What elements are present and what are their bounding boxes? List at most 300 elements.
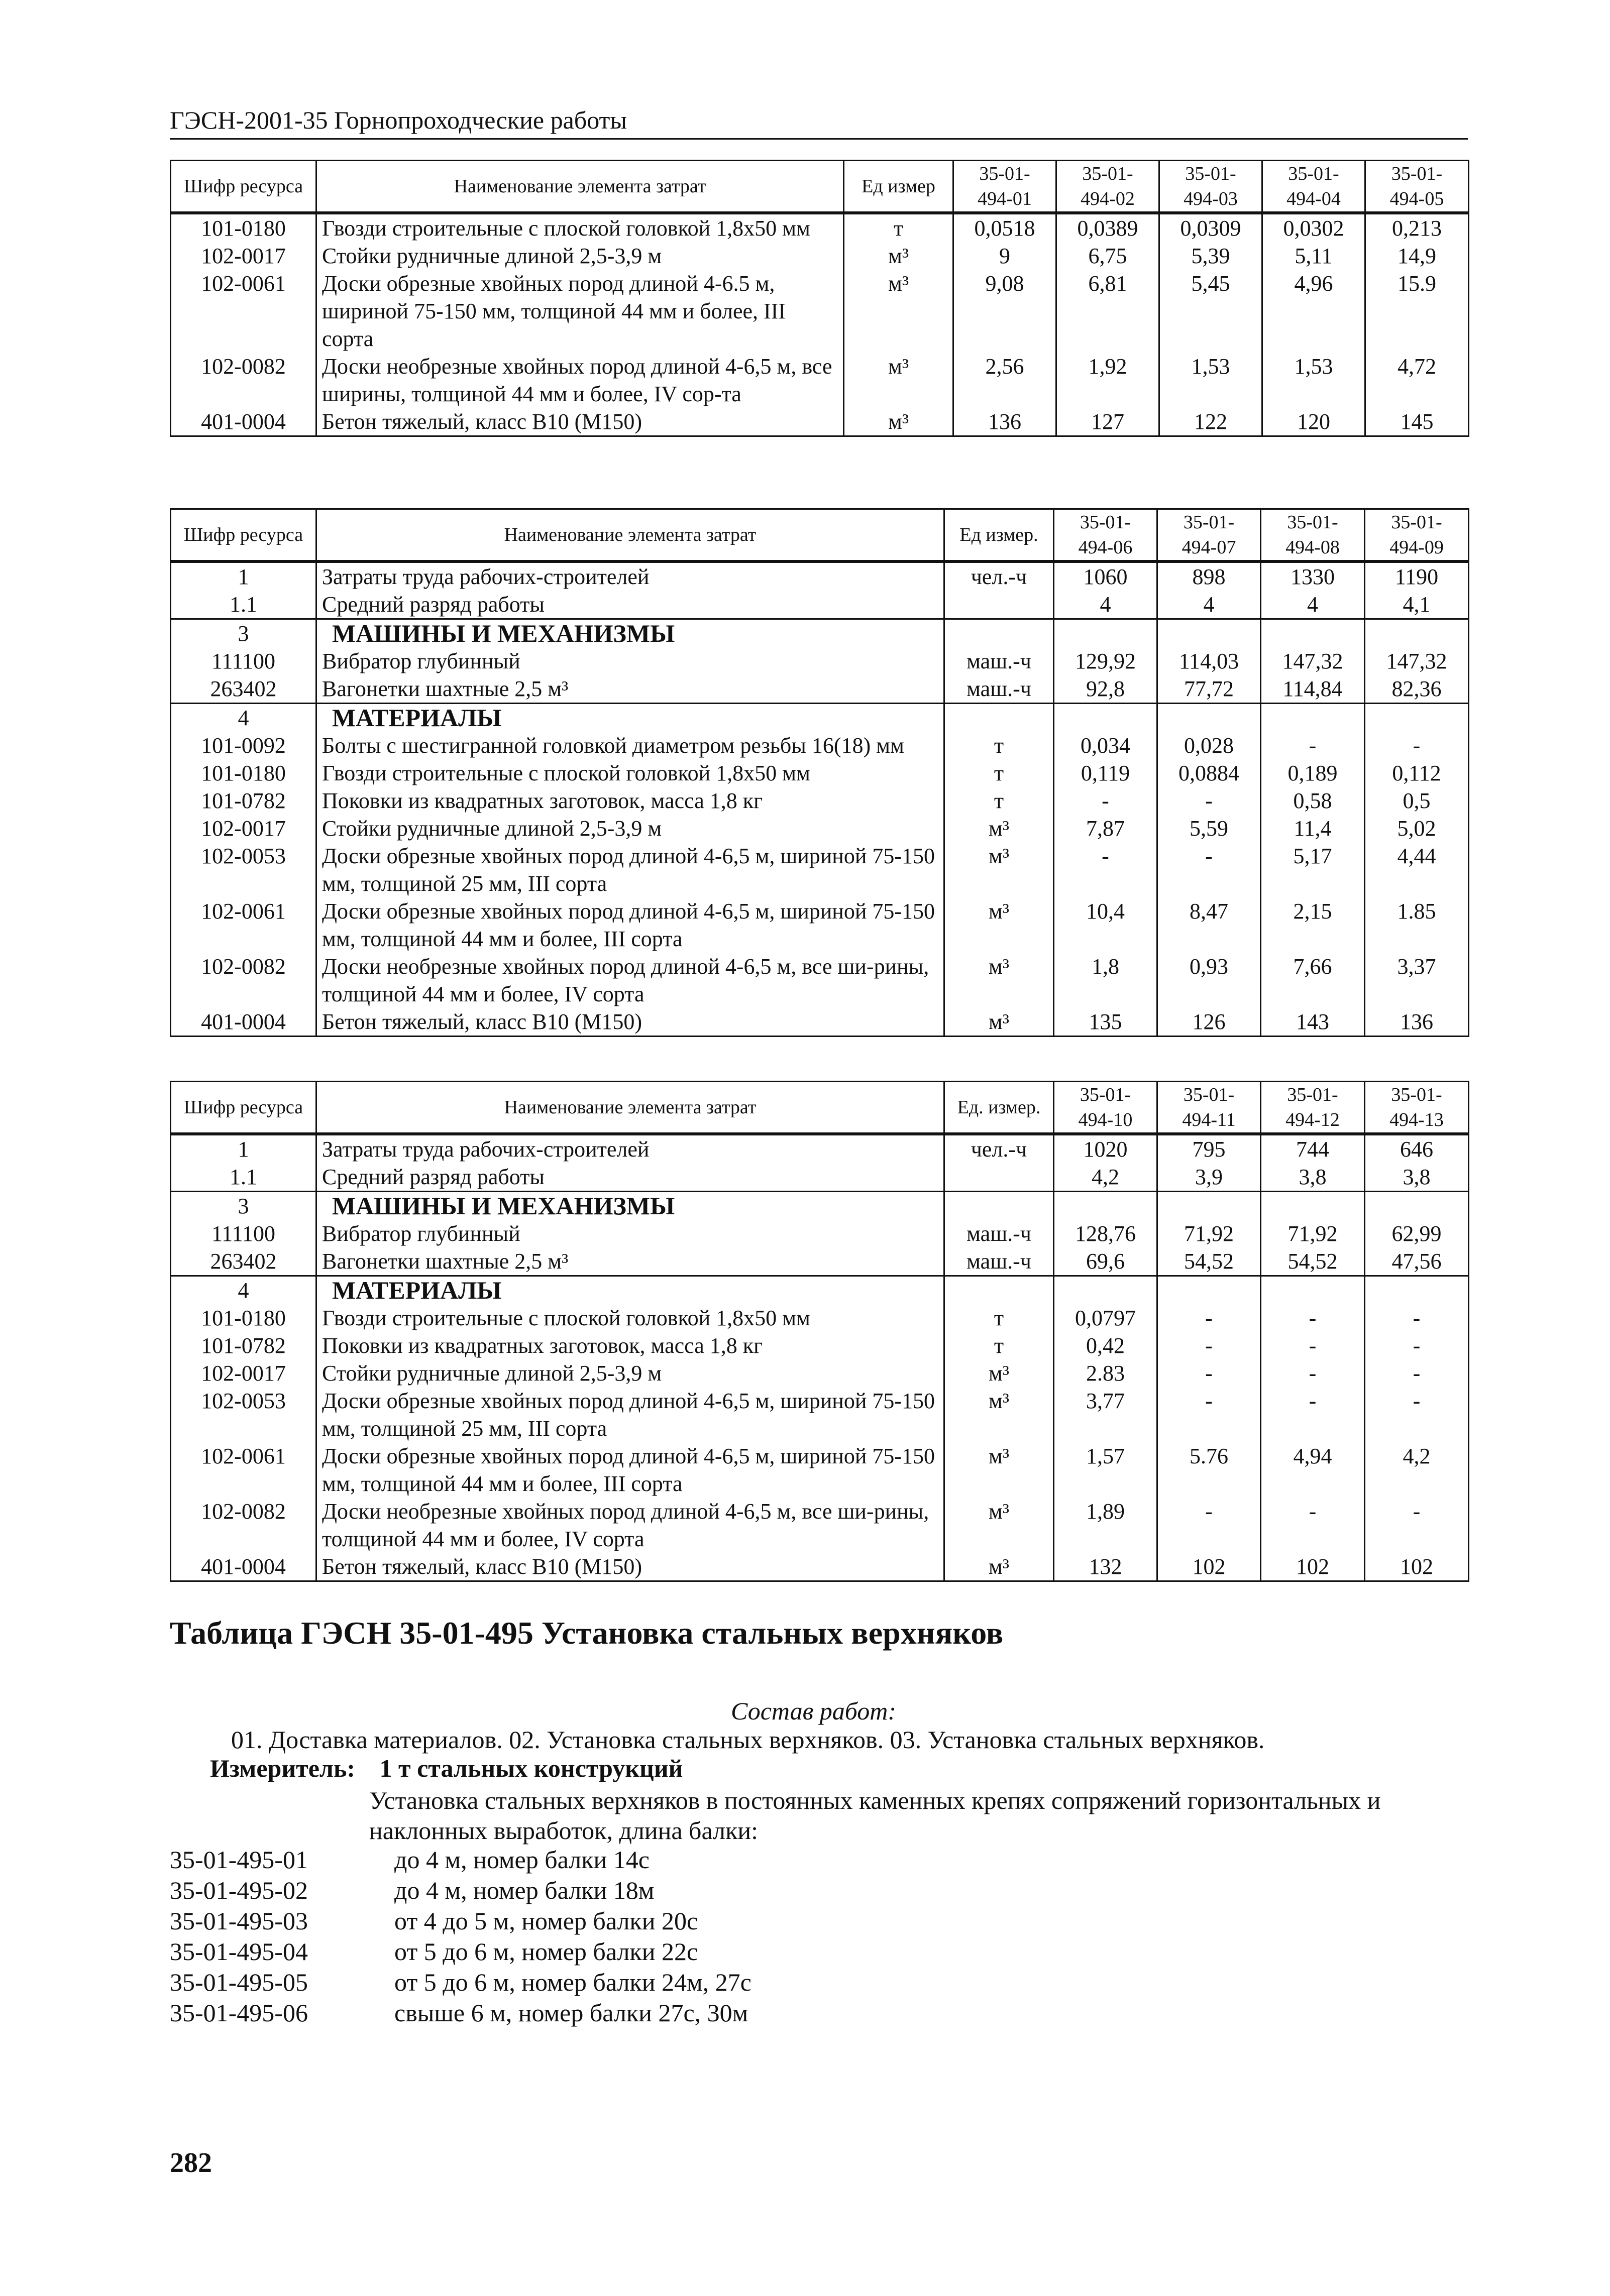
running-header: ГЭСН-2001-35 Горнопроходческие работы	[170, 106, 627, 134]
value-cell: 135	[1054, 1008, 1157, 1037]
table-row	[171, 732, 1469, 759]
table-row	[171, 1247, 1469, 1276]
table-row	[171, 897, 1469, 953]
variant-text: свыше 6 м, номер балки 27с, 30м	[394, 1999, 748, 2027]
variant-row	[170, 1845, 752, 1875]
resource-name: Бетон тяжелый, класс В10 (М150)	[316, 1008, 944, 1037]
unit-cell	[944, 591, 1054, 619]
value-cell: 0,5	[1365, 787, 1469, 815]
value-cell: -	[1157, 1304, 1261, 1332]
resource-name: Доски необрезные хвойных пород длиной 4-6,5 м, все ши-рины, толщиной 44 мм и более, IV сорта	[316, 953, 944, 1008]
resource-name: Гвозди строительные с плоской головкой 1,8х50 мм	[316, 759, 944, 787]
unit-cell: маш.-ч	[944, 675, 1054, 704]
value-cell: -	[1365, 1332, 1469, 1359]
resource-name: Стойки рудничные длиной 2,5-3,9 м	[316, 242, 844, 270]
resource-name: Вибратор глубинный	[316, 647, 944, 675]
composition-heading: Состав работ:	[731, 1697, 897, 1725]
value-cell: -	[1157, 1332, 1261, 1359]
value-cell: 0,93	[1157, 953, 1261, 1008]
table-row	[171, 591, 1469, 619]
value-cell: -	[1261, 1332, 1365, 1359]
value-cell: 0,0797	[1054, 1304, 1157, 1332]
unit-cell	[944, 619, 1054, 648]
header-col: 35-01- 494-02	[1056, 161, 1159, 213]
table-row	[171, 1304, 1469, 1332]
value-cell	[1054, 704, 1157, 732]
value-cell: 2.83	[1054, 1359, 1157, 1387]
table-body	[171, 213, 1469, 436]
table-row	[171, 647, 1469, 675]
value-cell: 2,56	[953, 353, 1056, 408]
value-cell: 0,58	[1261, 787, 1365, 815]
variant-code: 35-01-495-05	[170, 1968, 308, 1996]
resource-name: Поковки из квадратных заготовок, масса 1,8 кг	[316, 787, 944, 815]
value-cell: 0,0389	[1056, 213, 1159, 242]
value-cell: 6,75	[1056, 242, 1159, 270]
header-col: 35-01- 494-11	[1157, 1082, 1261, 1134]
value-cell: 102	[1157, 1553, 1261, 1581]
unit-cell: маш.-ч	[944, 1220, 1054, 1247]
value-cell: 5,17	[1261, 842, 1365, 897]
table-row	[171, 1553, 1469, 1581]
resource-code: 101-0180	[171, 1304, 316, 1332]
table-row	[171, 213, 1469, 242]
unit-cell: м³	[944, 897, 1054, 953]
unit-cell: т	[944, 759, 1054, 787]
value-cell: 0,0302	[1262, 213, 1365, 242]
resource-table-2	[170, 508, 1469, 1037]
header-col: 35-01- 494-08	[1261, 509, 1365, 562]
unit-cell: м³	[944, 1498, 1054, 1553]
value-cell: 128,76	[1054, 1220, 1157, 1247]
value-cell: 0,0309	[1159, 213, 1262, 242]
resource-code: 4	[171, 1276, 316, 1305]
unit-cell: т	[944, 1332, 1054, 1359]
resource-table-1	[170, 160, 1469, 437]
value-cell: 71,92	[1261, 1220, 1365, 1247]
resource-code: 102-0061	[171, 270, 316, 353]
value-cell: 136	[1365, 1008, 1469, 1037]
table-row	[171, 787, 1469, 815]
value-cell: 147,32	[1261, 647, 1365, 675]
variant-code: 35-01-495-03	[170, 1907, 308, 1935]
value-cell: 5,02	[1365, 815, 1469, 842]
value-cell: 0,42	[1054, 1332, 1157, 1359]
table-row	[171, 675, 1469, 704]
value-cell	[1157, 1192, 1261, 1220]
value-cell: 69,6	[1054, 1247, 1157, 1276]
resource-name: Поковки из квадратных заготовок, масса 1,8 кг	[316, 1332, 944, 1359]
value-cell: 62,99	[1365, 1220, 1469, 1247]
header-code: Шифр ресурса	[171, 1082, 316, 1134]
value-cell: -	[1365, 732, 1469, 759]
value-cell: -	[1365, 1304, 1469, 1332]
table-row	[171, 1008, 1469, 1037]
value-cell: 5,11	[1262, 242, 1365, 270]
value-cell: 7,87	[1054, 815, 1157, 842]
value-cell: 1,53	[1262, 353, 1365, 408]
value-cell: 71,92	[1157, 1220, 1261, 1247]
unit-cell: м³	[944, 815, 1054, 842]
table-body	[171, 1134, 1469, 1581]
value-cell: -	[1157, 842, 1261, 897]
value-cell	[1261, 704, 1365, 732]
value-cell: 3,8	[1365, 1163, 1469, 1192]
resource-name: Вибратор глубинный	[316, 1220, 944, 1247]
value-cell: 4	[1157, 591, 1261, 619]
value-cell: 3,9	[1157, 1163, 1261, 1192]
value-cell	[1054, 1276, 1157, 1305]
value-cell: 2,15	[1261, 897, 1365, 953]
section-name: МАШИНЫ И МЕХАНИЗМЫ	[316, 619, 944, 648]
value-cell: 4,2	[1365, 1442, 1469, 1498]
unit-cell: м³	[944, 1359, 1054, 1387]
value-cell: 0,028	[1157, 732, 1261, 759]
table-row	[171, 759, 1469, 787]
value-cell: 54,52	[1261, 1247, 1365, 1276]
value-cell: 0,213	[1365, 213, 1469, 242]
value-cell: 47,56	[1365, 1247, 1469, 1276]
variant-code: 35-01-495-02	[170, 1876, 308, 1904]
value-cell: 1060	[1054, 561, 1157, 591]
value-cell: 102	[1365, 1553, 1469, 1581]
value-cell: -	[1054, 787, 1157, 815]
variant-row	[170, 1906, 752, 1936]
value-cell: 14,9	[1365, 242, 1469, 270]
value-cell: -	[1054, 842, 1157, 897]
value-cell: 122	[1159, 408, 1262, 436]
table-row	[171, 1498, 1469, 1553]
unit-cell: м³	[944, 1008, 1054, 1037]
resource-name: Бетон тяжелый, класс В10 (М150)	[316, 1553, 944, 1581]
resource-name: Затраты труда рабочих-строителей	[316, 1134, 944, 1163]
variant-code: 35-01-495-01	[170, 1846, 308, 1874]
resource-code: 401-0004	[171, 408, 316, 436]
variant-text: от 5 до 6 м, номер балки 24м, 27с	[394, 1968, 752, 1996]
header-rule	[170, 138, 1468, 140]
resource-code: 1.1	[171, 1163, 316, 1192]
value-cell: 82,36	[1365, 675, 1469, 704]
value-cell: -	[1261, 732, 1365, 759]
resource-code: 102-0061	[171, 1442, 316, 1498]
resource-code: 263402	[171, 675, 316, 704]
value-cell: 9,08	[953, 270, 1056, 353]
table-row	[171, 1163, 1469, 1192]
resource-name: Средний разряд работы	[316, 591, 944, 619]
resource-code: 101-0782	[171, 787, 316, 815]
unit-cell: м³	[844, 242, 953, 270]
resource-name: Доски необрезные хвойных пород длиной 4-6,5 м, все ши-рины, толщиной 44 мм и более, IV сорта	[316, 1498, 944, 1553]
value-cell	[1261, 619, 1365, 648]
table-row	[171, 561, 1469, 591]
header-col: 35-01- 494-13	[1365, 1082, 1469, 1134]
value-cell: 129,92	[1054, 647, 1157, 675]
table-row	[171, 1359, 1469, 1387]
table-body	[171, 561, 1469, 1037]
section-name: МАТЕРИАЛЫ	[316, 704, 944, 732]
value-cell: 8,47	[1157, 897, 1261, 953]
value-cell: -	[1365, 1359, 1469, 1387]
header-col: 35-01- 494-06	[1054, 509, 1157, 562]
value-cell: 5,59	[1157, 815, 1261, 842]
resource-name: Вагонетки шахтные 2,5 м³	[316, 1247, 944, 1276]
resource-name: Доски обрезные хвойных пород длиной 4-6,5 м, шириной 75-150 мм, толщиной 25 мм, III сорта	[316, 842, 944, 897]
value-cell: 646	[1365, 1134, 1469, 1163]
unit-cell: м³	[944, 842, 1054, 897]
value-cell: 898	[1157, 561, 1261, 591]
variant-row	[170, 1936, 752, 1967]
resource-name: Доски обрезные хвойных пород длиной 4-6,5 м, шириной 75-150 мм, толщиной 25 мм, III сорта	[316, 1387, 944, 1442]
header-col: 35-01- 494-09	[1365, 509, 1469, 562]
value-cell: 136	[953, 408, 1056, 436]
resource-name: Доски необрезные хвойных пород длиной 4-6,5 м, все ширины, толщиной 44 мм и более, IV сор-та	[316, 353, 844, 408]
value-cell	[1261, 1276, 1365, 1305]
section-row	[171, 704, 1469, 732]
value-cell: 147,32	[1365, 647, 1469, 675]
header-unit: Ед измер	[844, 161, 953, 213]
table-title: Таблица ГЭСН 35-01-495 Установка стальных верхняков	[170, 1615, 1004, 1651]
resource-name: Вагонетки шахтные 2,5 м³	[316, 675, 944, 704]
unit-cell: м³	[944, 953, 1054, 1008]
variant-text: от 4 до 5 м, номер балки 20с	[394, 1907, 698, 1935]
value-cell	[1157, 619, 1261, 648]
resource-code: 111100	[171, 1220, 316, 1247]
unit-cell: м³	[844, 408, 953, 436]
resource-code: 102-0017	[171, 1359, 316, 1387]
value-cell	[1157, 1276, 1261, 1305]
header-unit: Ед. измер.	[944, 1082, 1054, 1134]
header-name: Наименование элемента затрат	[316, 161, 844, 213]
unit-cell: т	[944, 1304, 1054, 1332]
value-cell: 145	[1365, 408, 1469, 436]
page-number: 282	[170, 2147, 212, 2178]
scope-text: Установка стальных верхняков в постоянных каменных крепях сопряжений горизонтальных и наклонных выработок, длина балки:	[369, 1786, 1381, 1845]
value-cell: 5,45	[1159, 270, 1262, 353]
resource-code: 102-0082	[171, 353, 316, 408]
value-cell: -	[1365, 1498, 1469, 1553]
resource-code: 101-0180	[171, 759, 316, 787]
value-cell: 1,53	[1159, 353, 1262, 408]
unit-cell: т	[844, 213, 953, 242]
resource-code: 263402	[171, 1247, 316, 1276]
value-cell	[1157, 704, 1261, 732]
unit-cell: чел.-ч	[944, 1134, 1054, 1163]
resource-code: 111100	[171, 647, 316, 675]
value-cell: 6,81	[1056, 270, 1159, 353]
measure-line	[210, 1754, 683, 1783]
unit-cell: чел.-ч	[944, 561, 1054, 591]
unit-cell	[944, 1192, 1054, 1220]
header-col: 35-01- 494-12	[1261, 1082, 1365, 1134]
table-row	[171, 1134, 1469, 1163]
value-cell: 4,72	[1365, 353, 1469, 408]
value-cell: 1190	[1365, 561, 1469, 591]
value-cell: 3,77	[1054, 1387, 1157, 1442]
section-name: МАТЕРИАЛЫ	[316, 1276, 944, 1305]
resource-code: 1.1	[171, 591, 316, 619]
resource-code: 4	[171, 704, 316, 732]
header-col: 35-01- 494-03	[1159, 161, 1262, 213]
value-cell: 5.76	[1157, 1442, 1261, 1498]
unit-cell	[944, 1163, 1054, 1192]
header-name: Наименование элемента затрат	[316, 1082, 944, 1134]
value-cell	[1365, 1276, 1469, 1305]
table-row	[171, 842, 1469, 897]
value-cell: 1,92	[1056, 353, 1159, 408]
value-cell: -	[1157, 1387, 1261, 1442]
value-cell: 4,44	[1365, 842, 1469, 897]
header-col: 35-01- 494-07	[1157, 509, 1261, 562]
resource-code: 102-0053	[171, 1387, 316, 1442]
value-cell: 0,189	[1261, 759, 1365, 787]
table-row	[171, 1332, 1469, 1359]
value-cell: 3,8	[1261, 1163, 1365, 1192]
resource-name: Доски обрезные хвойных пород длиной 4-6.5 м, шириной 75-150 мм, толщиной 44 мм и более, III сорта	[316, 270, 844, 353]
value-cell: 77,72	[1157, 675, 1261, 704]
table-row	[171, 1442, 1469, 1498]
measure-label: Измеритель:	[210, 1754, 356, 1782]
resource-name: Стойки рудничные длиной 2,5-3,9 м	[316, 1359, 944, 1387]
value-cell: 1.85	[1365, 897, 1469, 953]
value-cell: 0,119	[1054, 759, 1157, 787]
header-name: Наименование элемента затрат	[316, 509, 944, 562]
unit-cell: т	[944, 787, 1054, 815]
variant-code: 35-01-495-04	[170, 1937, 308, 1966]
resource-name: Гвозди строительные с плоской головкой 1,8х50 мм	[316, 1304, 944, 1332]
value-cell: 1,89	[1054, 1498, 1157, 1553]
resource-name: Стойки рудничные длиной 2,5-3,9 м	[316, 815, 944, 842]
value-cell: 0,0518	[953, 213, 1056, 242]
value-cell: 15.9	[1365, 270, 1469, 353]
value-cell: 102	[1261, 1553, 1365, 1581]
value-cell: -	[1261, 1498, 1365, 1553]
value-cell	[1054, 619, 1157, 648]
header-col: 35-01- 494-04	[1262, 161, 1365, 213]
variant-row	[170, 1875, 752, 1906]
variant-text: от 5 до 6 м, номер балки 22с	[394, 1937, 698, 1966]
value-cell: -	[1157, 1498, 1261, 1553]
section-row	[171, 1192, 1469, 1220]
resource-name: Затраты труда рабочих-строителей	[316, 561, 944, 591]
value-cell: 120	[1262, 408, 1365, 436]
table-row	[171, 353, 1469, 408]
value-cell: 0,112	[1365, 759, 1469, 787]
table-row	[171, 1387, 1469, 1442]
value-cell: 92,8	[1054, 675, 1157, 704]
header-col: 35-01- 494-05	[1365, 161, 1469, 213]
value-cell: 1,8	[1054, 953, 1157, 1008]
table-row	[171, 408, 1469, 436]
unit-cell: м³	[944, 1553, 1054, 1581]
table-row	[171, 242, 1469, 270]
value-cell: 1330	[1261, 561, 1365, 591]
value-cell: 11,4	[1261, 815, 1365, 842]
resource-name: Гвозди строительные с плоской головкой 1,8х50 мм	[316, 213, 844, 242]
value-cell: -	[1261, 1387, 1365, 1442]
value-cell: 132	[1054, 1553, 1157, 1581]
section-row	[171, 1276, 1469, 1305]
resource-code: 101-0092	[171, 732, 316, 759]
value-cell: 114,03	[1157, 647, 1261, 675]
value-cell: -	[1261, 1359, 1365, 1387]
resource-name: Средний разряд работы	[316, 1163, 944, 1192]
table-row	[171, 270, 1469, 353]
resource-code: 1	[171, 561, 316, 591]
value-cell: 10,4	[1054, 897, 1157, 953]
resource-name: Доски обрезные хвойных пород длиной 4-6,5 м, шириной 75-150 мм, толщиной 44 мм и более, III сорта	[316, 1442, 944, 1498]
resource-code: 101-0180	[171, 213, 316, 242]
resource-code: 102-0082	[171, 1498, 316, 1553]
resource-name: Доски обрезные хвойных пород длиной 4-6,5 м, шириной 75-150 мм, толщиной 44 мм и более, III сорта	[316, 897, 944, 953]
measure-value: 1 т стальных конструкций	[379, 1754, 683, 1782]
value-cell: 1,57	[1054, 1442, 1157, 1498]
unit-cell: т	[944, 732, 1054, 759]
resource-code: 1	[171, 1134, 316, 1163]
variant-row	[170, 1998, 752, 2028]
value-cell: 4	[1054, 591, 1157, 619]
value-cell: 0,034	[1054, 732, 1157, 759]
value-cell	[1365, 1192, 1469, 1220]
variant-row	[170, 1967, 752, 1998]
value-cell: -	[1261, 1304, 1365, 1332]
unit-cell: м³	[844, 353, 953, 408]
header-col: 35-01- 494-01	[953, 161, 1056, 213]
value-cell: 4,96	[1262, 270, 1365, 353]
value-cell: 114,84	[1261, 675, 1365, 704]
table-row	[171, 815, 1469, 842]
value-cell	[1365, 704, 1469, 732]
resource-code: 102-0061	[171, 897, 316, 953]
value-cell	[1261, 1192, 1365, 1220]
value-cell: 143	[1261, 1008, 1365, 1037]
resource-name: Болты с шестигранной головкой диаметром резьбы 16(18) мм	[316, 732, 944, 759]
unit-cell: м³	[944, 1442, 1054, 1498]
resource-name: Бетон тяжелый, класс В10 (М150)	[316, 408, 844, 436]
value-cell: 0,0884	[1157, 759, 1261, 787]
resource-code: 401-0004	[171, 1008, 316, 1037]
resource-code: 102-0017	[171, 242, 316, 270]
value-cell: 54,52	[1157, 1247, 1261, 1276]
value-cell: 795	[1157, 1134, 1261, 1163]
value-cell: 4,94	[1261, 1442, 1365, 1498]
value-cell: 126	[1157, 1008, 1261, 1037]
variant-code: 35-01-495-06	[170, 1999, 308, 2027]
resource-code: 101-0782	[171, 1332, 316, 1359]
value-cell: 3,37	[1365, 953, 1469, 1008]
value-cell: 7,66	[1261, 953, 1365, 1008]
header-code: Шифр ресурса	[171, 509, 316, 562]
resource-code: 102-0017	[171, 815, 316, 842]
resource-code: 3	[171, 619, 316, 648]
section-row	[171, 619, 1469, 648]
value-cell: -	[1157, 787, 1261, 815]
value-cell: 9	[953, 242, 1056, 270]
resource-code: 401-0004	[171, 1553, 316, 1581]
unit-cell: м³	[944, 1387, 1054, 1442]
value-cell: 1020	[1054, 1134, 1157, 1163]
value-cell: 5,39	[1159, 242, 1262, 270]
resource-code: 3	[171, 1192, 316, 1220]
unit-cell	[944, 704, 1054, 732]
unit-cell: маш.-ч	[944, 647, 1054, 675]
value-cell	[1054, 1192, 1157, 1220]
resource-code: 102-0082	[171, 953, 316, 1008]
value-cell: -	[1157, 1359, 1261, 1387]
value-cell: 4,1	[1365, 591, 1469, 619]
unit-cell: м³	[844, 270, 953, 353]
unit-cell	[944, 1276, 1054, 1305]
table-row	[171, 1220, 1469, 1247]
